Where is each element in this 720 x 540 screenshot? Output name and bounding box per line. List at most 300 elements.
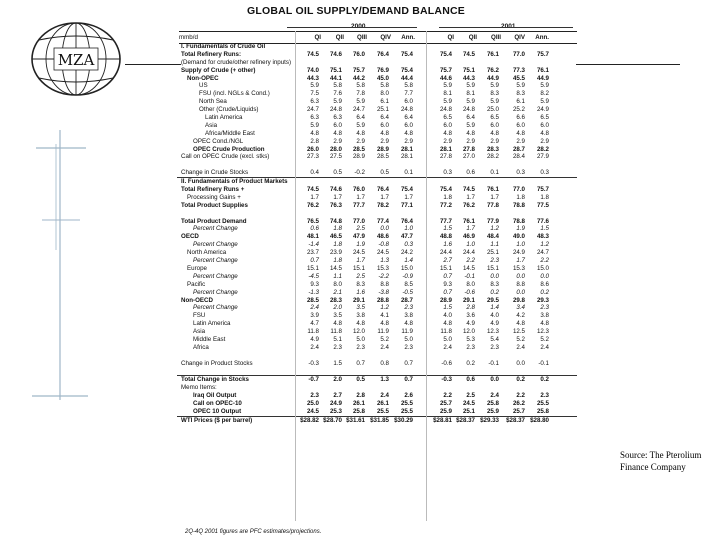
- table-cell: 5.2: [380, 335, 389, 343]
- table-cell: 0.7: [356, 359, 365, 367]
- table-cell: 4.8: [490, 129, 499, 137]
- table-cell: 29.1: [462, 296, 475, 304]
- row-label: I. Fundamentals of Crude Oil: [181, 43, 266, 50]
- table-cell: 4.0: [490, 312, 499, 320]
- table-cell: 1.1: [333, 272, 342, 280]
- row-label: Memo Items:: [181, 384, 217, 392]
- table-cell: 2.5: [466, 392, 475, 400]
- globe-logo-icon: [22, 14, 130, 104]
- table-cell: 27.8: [462, 145, 475, 153]
- row-label: Percent Change: [193, 241, 238, 249]
- table-cell: $30.29: [394, 416, 413, 424]
- source-note: Source: The Pterolium Finance Company: [620, 450, 702, 472]
- table-cell: 14.5: [462, 264, 475, 272]
- table-cell: 6.4: [466, 114, 475, 122]
- table-cell: 1.8: [333, 225, 342, 233]
- table-cell: 2.3: [333, 343, 342, 351]
- table-cell: 75.4: [400, 66, 413, 74]
- table-cell: 28.7: [512, 145, 525, 153]
- table-cell: 74.6: [329, 50, 342, 58]
- table-cell: 23.9: [329, 249, 342, 257]
- table-cell: 7.8: [356, 90, 365, 98]
- table-cell: 1.7: [404, 193, 413, 201]
- table-cell: 1.8: [333, 241, 342, 249]
- table-cell: 44.3: [462, 74, 475, 82]
- table-cell: 1.8: [333, 257, 342, 265]
- table-cell: 26.1: [376, 400, 389, 408]
- table-cell: 4.9: [466, 320, 475, 328]
- table-cell: 24.7: [352, 106, 365, 114]
- table-cell: 28.3: [486, 145, 499, 153]
- row-label: Percent Change: [193, 257, 238, 265]
- table-cell: 77.6: [536, 217, 549, 225]
- table-cell: 78.8: [512, 201, 525, 209]
- table-cell: 4.8: [540, 129, 549, 137]
- table-cell: 1.7: [490, 193, 499, 201]
- table-cell: 4.8: [333, 320, 342, 328]
- table-cell: 1.7: [356, 193, 365, 201]
- table-cell: 0.7: [443, 288, 452, 296]
- table-cell: -0.6: [441, 359, 452, 367]
- table-row: [177, 336, 577, 344]
- table-cell: 7.6: [333, 90, 342, 98]
- table-cell: 6.0: [380, 121, 389, 129]
- table-cell: 26.1: [352, 400, 365, 408]
- table-cell: 0.6: [310, 225, 319, 233]
- table-cell: 25.8: [352, 407, 365, 415]
- table-cell: 5.9: [310, 121, 319, 129]
- table-row: [177, 273, 577, 281]
- table-cell: 2.3: [404, 343, 413, 351]
- table-cell: -0.9: [402, 272, 413, 280]
- table-cell: -1.3: [308, 288, 319, 296]
- table-cell: 24.7: [306, 106, 319, 114]
- table-cell: 6.3: [310, 114, 319, 122]
- table-cell: 48.6: [376, 233, 389, 241]
- table-cell: 5.4: [490, 335, 499, 343]
- row-label: Total Change in Stocks: [181, 376, 249, 384]
- table-cell: 1.8: [540, 193, 549, 201]
- logo-rule-left: [125, 64, 181, 65]
- table-cell: 48.4: [486, 233, 499, 241]
- row-label: Percent Change: [193, 288, 238, 296]
- table-cell: 24.8: [400, 106, 413, 114]
- row-label: US: [199, 82, 208, 90]
- table-cell: 45.5: [512, 74, 525, 82]
- table-cell: 3.8: [540, 312, 549, 320]
- table-cell: 5.9: [333, 98, 342, 106]
- table-cell: 27.3: [306, 153, 319, 161]
- table-cell: 1.3: [380, 376, 389, 384]
- column-header: QIII: [357, 34, 367, 41]
- table-cell: 0.7: [443, 272, 452, 280]
- table-cell: 25.9: [439, 407, 452, 415]
- table-cell: 5.1: [333, 335, 342, 343]
- row-label: Total Product Demand: [181, 217, 247, 225]
- table-row: [177, 75, 577, 83]
- table-cell: 5.9: [490, 98, 499, 106]
- table-cell: 74.0: [306, 66, 319, 74]
- table-cell: 6.6: [516, 114, 525, 122]
- table-cell: 2.0: [333, 376, 342, 384]
- table-cell: 28.2: [536, 145, 549, 153]
- table-cell: 47.9: [352, 233, 365, 241]
- column-header: QI: [314, 34, 321, 41]
- table-cell: 8.3: [490, 280, 499, 288]
- table-cell: 24.5: [462, 400, 475, 408]
- table-cell: 0.2: [540, 288, 549, 296]
- table-cell: 0.2: [466, 359, 475, 367]
- table-cell: 25.5: [376, 407, 389, 415]
- table-cell: 75.4: [400, 50, 413, 58]
- table-cell: 29.8: [512, 296, 525, 304]
- table-row: [177, 67, 577, 75]
- table-cell: 5.9: [310, 82, 319, 90]
- table-cell: 2.3: [356, 343, 365, 351]
- row-label: FSU (incl. NGLs & Cond.): [199, 90, 270, 98]
- table-cell: 45.0: [376, 74, 389, 82]
- table-cell: 3.6: [466, 312, 475, 320]
- table-cell: 1.0: [466, 241, 475, 249]
- table-cell: 1.9: [516, 225, 525, 233]
- table-cell: $31.85: [370, 416, 389, 424]
- table-cell: 1.0: [404, 225, 413, 233]
- table-row: [177, 289, 577, 297]
- table-cell: 4.8: [404, 320, 413, 328]
- table-cell: 0.0: [516, 288, 525, 296]
- table-cell: 6.0: [404, 98, 413, 106]
- table-cell: $28.37: [506, 416, 525, 424]
- table-cell: 24.5: [352, 249, 365, 257]
- column-header: Ann.: [535, 34, 549, 41]
- table-cell: 48.3: [536, 233, 549, 241]
- table-cell: 6.4: [404, 114, 413, 122]
- table-cell: 2.7: [443, 257, 452, 265]
- table-row: [177, 177, 577, 186]
- table-cell: 2.9: [490, 137, 499, 145]
- table-cell: 2.9: [443, 137, 452, 145]
- table-cell: 25.1: [462, 407, 475, 415]
- table-cell: 77.0: [352, 217, 365, 225]
- table-cell: 75.7: [352, 66, 365, 74]
- table-cell: 1.5: [443, 225, 452, 233]
- table-row: [177, 304, 577, 312]
- table-cell: 14.5: [329, 264, 342, 272]
- table-cell: 1.2: [490, 225, 499, 233]
- table-cell: 76.0: [352, 50, 365, 58]
- row-label: Non-OECD: [181, 296, 213, 304]
- row-label: Europe: [187, 264, 207, 272]
- table-cell: 2.1: [333, 288, 342, 296]
- table-cell: 0.0: [380, 225, 389, 233]
- table-cell: -1.4: [308, 241, 319, 249]
- table-cell: 15.1: [486, 264, 499, 272]
- table-cell: 1.0: [516, 241, 525, 249]
- table-cell: $28.81: [433, 416, 452, 424]
- row-label: Total Refinery Runs:: [181, 50, 242, 58]
- table-row: [177, 43, 577, 51]
- column-header: QIII: [491, 34, 501, 41]
- table-cell: 5.9: [443, 82, 452, 90]
- table-cell: -0.6: [464, 288, 475, 296]
- table-cell: 77.3: [512, 66, 525, 74]
- table-cell: 28.1: [400, 145, 413, 153]
- table-cell: 0.2: [516, 376, 525, 384]
- table-cell: 25.7: [512, 407, 525, 415]
- table-cell: 0.5: [380, 169, 389, 177]
- table-cell: 1.7: [516, 257, 525, 265]
- table-cell: 2.7: [333, 392, 342, 400]
- table-cell: 0.3: [516, 169, 525, 177]
- table-cell: $28.82: [300, 416, 319, 424]
- table-cell: 24.5: [306, 407, 319, 415]
- table-cell: 5.9: [490, 82, 499, 90]
- table-cell: 1.7: [310, 193, 319, 201]
- table-cell: 76.5: [306, 217, 319, 225]
- table-cell: 76.1: [486, 186, 499, 194]
- table-cell: 8.3: [516, 90, 525, 98]
- row-label: Iraq Oil Output: [193, 392, 237, 400]
- table-cell: 2.9: [380, 137, 389, 145]
- table-cell: 3.4: [516, 304, 525, 312]
- table-cell: 2.4: [380, 392, 389, 400]
- row-label: Total Refinery Runs +: [181, 186, 245, 194]
- table-cell: 0.0: [490, 376, 499, 384]
- table-cell: 5.9: [356, 98, 365, 106]
- table-cell: 1.7: [466, 225, 475, 233]
- logo-text: MZA: [57, 51, 95, 69]
- row-label: II. Fundamentals of Product Markets: [181, 178, 288, 186]
- table-row: [177, 328, 577, 336]
- row-label: Total Product Supplies: [181, 201, 248, 209]
- table-cell: 1.5: [333, 359, 342, 367]
- table-cell: 1.2: [380, 304, 389, 312]
- table-cell: 0.3: [404, 241, 413, 249]
- table-cell: 77.2: [439, 201, 452, 209]
- table-cell: 8.0: [380, 90, 389, 98]
- table-cell: 25.5: [536, 400, 549, 408]
- row-label: Asia: [205, 121, 218, 129]
- row-label: North America: [187, 249, 227, 257]
- table-cell: 0.3: [540, 169, 549, 177]
- table-row: [177, 400, 577, 408]
- table-cell: 5.9: [356, 121, 365, 129]
- table-cell: 0.2: [540, 376, 549, 384]
- table-cell: 15.3: [376, 264, 389, 272]
- table-cell: -0.1: [464, 272, 475, 280]
- table-cell: 2.5: [356, 225, 365, 233]
- table-cell: 44.9: [486, 74, 499, 82]
- table-cell: 8.3: [490, 90, 499, 98]
- table-cell: 25.1: [376, 106, 389, 114]
- table-cell: 28.1: [400, 153, 413, 161]
- table-cell: -0.1: [538, 359, 549, 367]
- table-cell: 76.2: [486, 66, 499, 74]
- table-row: [177, 384, 577, 392]
- table-cell: 6.4: [380, 114, 389, 122]
- table-cell: 6.0: [404, 121, 413, 129]
- row-label: North Sea: [199, 98, 227, 106]
- table-cell: 0.7: [404, 359, 413, 367]
- table-cell: 26.2: [512, 400, 525, 408]
- table-row: [177, 249, 577, 257]
- table-cell: 25.0: [486, 106, 499, 114]
- column-divider: [295, 31, 296, 521]
- table-cell: 1.4: [404, 257, 413, 265]
- table-cell: -3.8: [378, 288, 389, 296]
- table-cell: 28.7: [400, 296, 413, 304]
- row-label: Latin America: [205, 114, 243, 122]
- table-cell: 4.1: [380, 312, 389, 320]
- table-cell: 2.3: [404, 304, 413, 312]
- table-cell: 1.6: [356, 288, 365, 296]
- table-cell: 74.5: [462, 50, 475, 58]
- column-header: QII: [335, 34, 344, 41]
- table-cell: 11.9: [377, 328, 389, 336]
- table-cell: 6.5: [443, 114, 452, 122]
- table-cell: 77.4: [376, 217, 389, 225]
- table-cell: 8.1: [443, 90, 452, 98]
- table-cell: 25.0: [306, 400, 319, 408]
- table-row: [177, 344, 577, 352]
- table-cell: 15.1: [306, 264, 319, 272]
- table-cell: 8.6: [540, 280, 549, 288]
- table-cell: 2.0: [333, 304, 342, 312]
- table-cell: 28.2: [486, 153, 499, 161]
- table-cell: 4.8: [380, 129, 389, 137]
- table-cell: 1.4: [490, 304, 499, 312]
- table-cell: 24.8: [439, 106, 452, 114]
- table-cell: 15.3: [512, 264, 525, 272]
- table-cell: 5.9: [443, 98, 452, 106]
- table-cell: 4.8: [443, 129, 452, 137]
- table-row: [177, 312, 577, 320]
- table-cell: 15.0: [536, 264, 549, 272]
- decorative-cross-lines: [30, 130, 90, 410]
- table-cell: 76.0: [352, 186, 365, 194]
- table-cell: 44.3: [306, 74, 319, 82]
- table-row: [177, 122, 577, 130]
- table-cell: 8.3: [356, 280, 365, 288]
- table-cell: 24.8: [329, 106, 342, 114]
- oil-balance-table: [177, 0, 577, 540]
- table-cell: -0.8: [378, 241, 389, 249]
- table-cell: 77.9: [486, 217, 499, 225]
- table-row: [177, 257, 577, 265]
- table-cell: 2.3: [490, 257, 499, 265]
- table-cell: -0.3: [308, 359, 319, 367]
- table-cell: 76.1: [462, 217, 475, 225]
- table-cell: 2.4: [490, 392, 499, 400]
- table-cell: 78.8: [512, 217, 525, 225]
- table-cell: 1.7: [466, 193, 475, 201]
- table-cell: 5.8: [356, 82, 365, 90]
- row-label: Call on OPEC Crude (excl. stks): [181, 153, 270, 161]
- table-cell: 78.2: [376, 201, 389, 209]
- row-label: Supply of Crude (+ other): [181, 66, 256, 74]
- table-cell: 8.1: [466, 90, 475, 98]
- table-cell: 25.8: [536, 407, 549, 415]
- table-cell: 75.4: [439, 50, 452, 58]
- table-row: [177, 161, 577, 169]
- table-cell: 1.2: [540, 241, 549, 249]
- table-body: [177, 43, 577, 425]
- table-cell: 5.9: [466, 121, 475, 129]
- table-row: [177, 281, 577, 289]
- table-cell: 5.9: [466, 98, 475, 106]
- table-row: [177, 106, 577, 114]
- table-cell: $28.37: [456, 416, 475, 424]
- table-cell: 1.8: [516, 193, 525, 201]
- table-cell: $28.70: [323, 416, 342, 424]
- table-cell: 0.2: [490, 288, 499, 296]
- row-label: Non-OPEC: [187, 74, 219, 82]
- row-label: FSU: [193, 312, 206, 320]
- table-cell: 2.2: [466, 257, 475, 265]
- table-cell: 5.8: [404, 82, 413, 90]
- table-cell: 4.8: [333, 129, 342, 137]
- table-cell: 77.1: [400, 201, 413, 209]
- table-row: [177, 82, 577, 90]
- table-row: [177, 225, 577, 233]
- table-cell: 4.7: [310, 320, 319, 328]
- row-label: (Demand for crude/other refinery inputs): [181, 58, 292, 66]
- table-cell: 77.7: [352, 201, 365, 209]
- row-label: OECD: [181, 233, 199, 241]
- table-cell: 28.8: [376, 296, 389, 304]
- table-cell: 3.5: [333, 312, 342, 320]
- table-cell: 15.1: [352, 264, 365, 272]
- table-cell: -0.2: [354, 169, 365, 177]
- table-cell: 3.8: [404, 312, 413, 320]
- table-row: [177, 233, 577, 241]
- table-cell: 4.8: [310, 129, 319, 137]
- table-cell: 26.0: [306, 145, 319, 153]
- table-cell: 2.3: [466, 343, 475, 351]
- table-cell: 48.8: [439, 233, 452, 241]
- table-cell: -0.3: [441, 376, 452, 384]
- table-cell: 25.9: [486, 407, 499, 415]
- row-label: Asia: [193, 328, 206, 336]
- table-cell: 2.9: [540, 137, 549, 145]
- table-cell: 11.8: [330, 328, 342, 336]
- table-cell: 0.6: [466, 376, 475, 384]
- table-cell: 48.1: [306, 233, 319, 241]
- table-row: [177, 146, 577, 154]
- table-cell: 0.5: [333, 169, 342, 177]
- row-label: Africa: [193, 343, 209, 351]
- table-cell: 0.0: [516, 272, 525, 280]
- table-cell: 6.0: [443, 121, 452, 129]
- table-cell: 28.3: [329, 296, 342, 304]
- table-cell: 4.8: [540, 320, 549, 328]
- table-cell: 24.8: [462, 106, 475, 114]
- table-cell: 75.7: [536, 50, 549, 58]
- table-cell: 25.3: [329, 407, 342, 415]
- table-cell: 28.5: [376, 153, 389, 161]
- table-cell: 6.3: [333, 114, 342, 122]
- row-label: Africa/Middle East: [205, 129, 255, 137]
- table-cell: 5.3: [466, 335, 475, 343]
- column-divider: [426, 31, 427, 521]
- table-cell: 0.4: [310, 169, 319, 177]
- table-cell: 24.4: [462, 249, 475, 257]
- table-cell: 1.1: [490, 241, 499, 249]
- row-label: Latin America: [193, 320, 231, 328]
- table-cell: 49.0: [512, 233, 525, 241]
- table-cell: 44.4: [400, 74, 413, 82]
- table-cell: 2.6: [404, 392, 413, 400]
